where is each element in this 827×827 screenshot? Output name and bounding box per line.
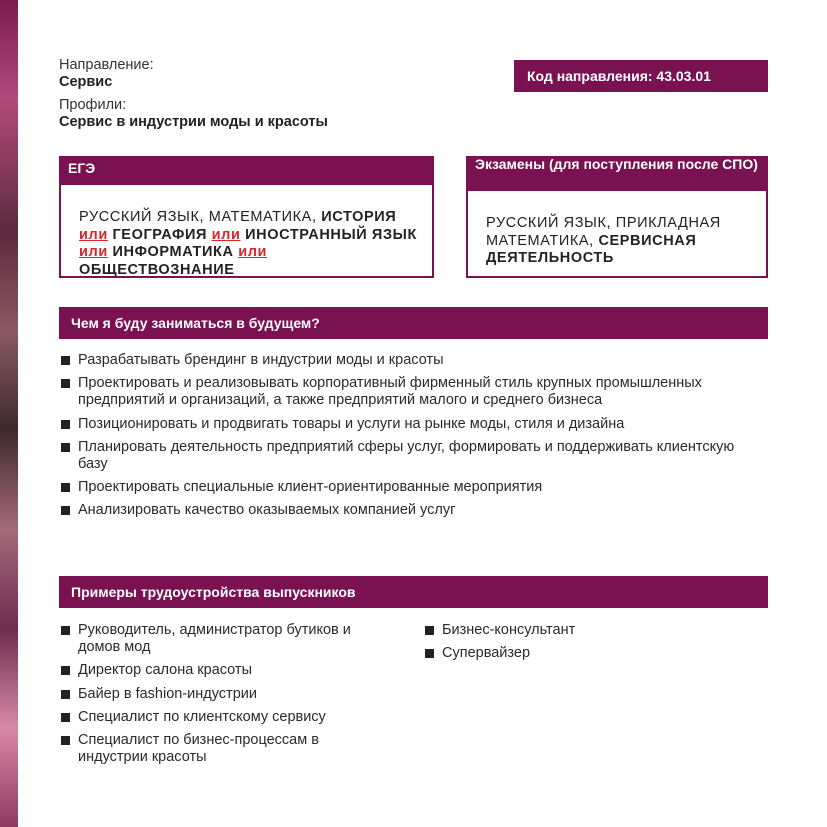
bullet-square-icon	[425, 649, 434, 658]
spo-box	[466, 156, 768, 278]
list-item: Разрабатывать брендинг в индустрии моды и красоты	[60, 352, 740, 369]
list-item: Проектировать и реализовывать корпоративный фирменный стиль крупных промышленных предприятий и организаций, а также предприятий малого и среднего бизнеса	[60, 375, 740, 409]
list-item: Проектировать специальные клиент-ориентированные мероприятия	[60, 479, 740, 496]
direction-value: Сервис	[59, 74, 113, 90]
bullet-square-icon	[61, 690, 70, 699]
profiles-label: Профили:	[59, 97, 127, 113]
list-item: Директор салона красоты	[60, 662, 390, 679]
bullet-square-icon	[425, 626, 434, 635]
list-item: Анализировать качество оказываемых компанией услуг	[60, 502, 740, 519]
ege-title: ЕГЭ	[59, 156, 434, 185]
ege-box	[59, 156, 434, 278]
ege-or: или	[211, 226, 241, 243]
ege-subjects	[61, 185, 432, 279]
bullet-square-icon	[61, 443, 70, 452]
bullet-square-icon	[61, 379, 70, 388]
ege-or: или	[79, 244, 108, 260]
direction-code-badge: Код направления: 43.03.01	[514, 60, 768, 92]
ege-subject-history: ИСТОРИЯ	[321, 209, 397, 225]
ege-or: или	[238, 244, 268, 260]
ege-subject-geography: ГЕОГРАФИЯ	[112, 226, 208, 243]
ege-subject-social-studies: ОБЩЕСТВОЗНАНИЕ	[79, 261, 235, 278]
jobs-section-title: Примеры трудоустройства выпускников	[59, 576, 768, 608]
list-item: Позиционировать и продвигать товары и услуги на рынке моды, стиля и дизайна	[60, 416, 740, 433]
jobs-list-right	[424, 622, 744, 669]
bullet-square-icon	[61, 420, 70, 429]
future-section-title: Чем я буду заниматься в будущем?	[59, 307, 768, 339]
jobs-list-left	[60, 622, 390, 772]
list-item: Бизнес-консультант	[424, 622, 744, 639]
bullet-square-icon	[61, 666, 70, 675]
ege-or: или	[79, 226, 108, 243]
bullet-square-icon	[61, 736, 70, 745]
spo-subjects-plain: РУССКИЙ ЯЗЫК, ПРИКЛАДНАЯ МАТЕМАТИКА,	[486, 215, 721, 249]
list-item: Специалист по бизнес-процессам в индустрии красоты	[60, 732, 390, 766]
bullet-square-icon	[61, 356, 70, 365]
side-photo-strip	[0, 0, 18, 827]
ege-subject-foreign-language: ИНОСТРАННЫЙ ЯЗЫК	[245, 226, 417, 243]
spo-subjects	[468, 191, 766, 268]
bullet-square-icon	[61, 626, 70, 635]
future-list	[60, 352, 740, 526]
list-item: Руководитель, администратор бутиков и домов мод	[60, 622, 390, 656]
list-item: Планировать деятельность предприятий сферы услуг, формировать и поддерживать клиентскую базу	[60, 439, 740, 473]
list-item: Супервайзер	[424, 645, 744, 662]
bullet-square-icon	[61, 713, 70, 722]
profiles-value: Сервис в индустрии моды и красоты	[59, 114, 328, 130]
direction-block	[59, 57, 328, 131]
bullet-square-icon	[61, 483, 70, 492]
bullet-square-icon	[61, 506, 70, 515]
direction-label: Направление:	[59, 57, 154, 73]
list-item: Специалист по клиентскому сервису	[60, 709, 390, 726]
spo-title: Экзамены (для поступления после СПО)	[466, 156, 768, 191]
ege-subjects-plain: РУССКИЙ ЯЗЫК, МАТЕМАТИКА,	[79, 209, 317, 225]
spo-subject-service: СЕРВИСНАЯ ДЕЯТЕЛЬНОСТЬ	[486, 232, 697, 266]
ege-subject-informatics: ИНФОРМАТИКА	[112, 244, 234, 260]
list-item: Байер в fashion-индустрии	[60, 686, 390, 703]
